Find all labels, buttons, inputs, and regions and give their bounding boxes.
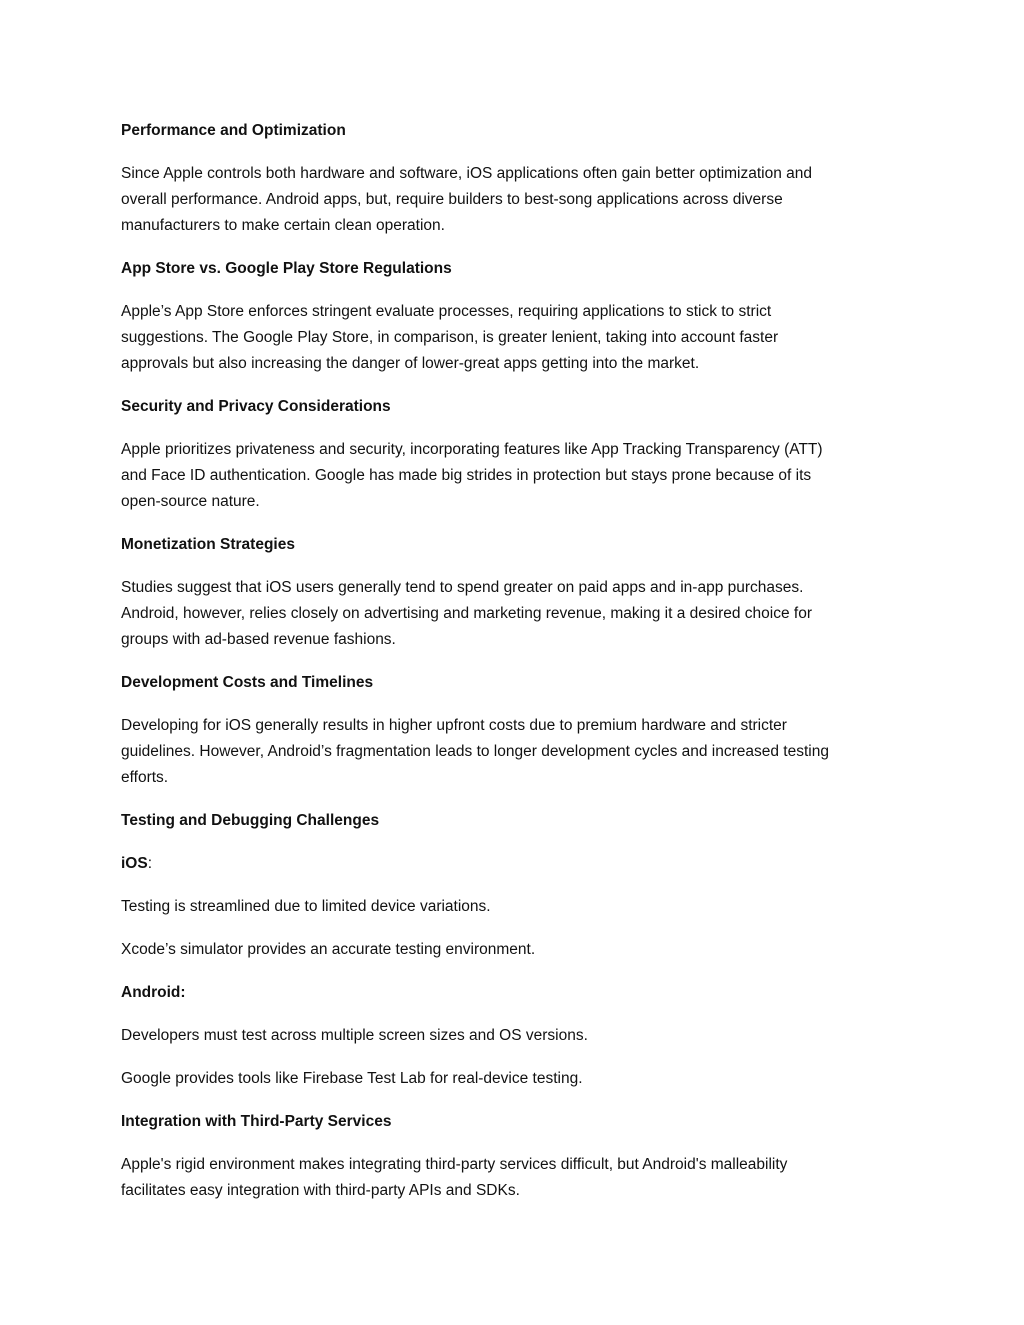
section-body-integration: Apple's rigid environment makes integrating third-party services difficult, but Android's malleability facilitates easy integration with third-party APIs and SDKs. xyxy=(121,1156,788,1199)
android-point: Google provides tools like Firebase Test Lab for real-device testing. xyxy=(121,1070,583,1087)
section-heading-performance: Performance and Optimization xyxy=(121,122,346,139)
section-heading-testing: Testing and Debugging Challenges xyxy=(121,812,380,829)
section-heading-security: Security and Privacy Considerations xyxy=(121,398,391,415)
section-body-performance: Since Apple controls both hardware and software, iOS applications often gain better optimization and overall performance. Android apps, but, require builders to best-song applications across diverse manufacturers to make certain clean operation. xyxy=(121,165,813,234)
ios-point: Xcode’s simulator provides an accurate testing environment. xyxy=(121,941,536,958)
section-heading-app-store: App Store vs. Google Play Store Regulations xyxy=(121,260,452,277)
ios-label-colon: : xyxy=(147,855,153,872)
section-heading-monetization: Monetization Strategies xyxy=(121,536,295,553)
android-label: Android: xyxy=(121,984,186,1001)
document-page xyxy=(121,118,911,1221)
ios-label-line xyxy=(121,851,911,877)
ios-point: Testing is streamlined due to limited device variations. xyxy=(121,898,491,915)
section-body-security: Apple prioritizes privateness and security, incorporating features like App Tracking Transparency (ATT) and Face ID authentication. Google has made big strides in protection but stays prone because of its open-source nature. xyxy=(121,441,823,510)
ios-label: iOS xyxy=(121,855,148,872)
section-heading-development-costs: Development Costs and Timelines xyxy=(121,674,374,691)
section-body-monetization: Studies suggest that iOS users generally tend to spend greater on paid apps and in-app purchases. Android, however, relies closely on advertising and marketing revenue, making it a desired choice for groups with ad-based revenue fashions. xyxy=(121,579,812,648)
section-body-development-costs: Developing for iOS generally results in higher upfront costs due to premium hardware and stricter guidelines. However, Android’s fragmentation leads to longer development cycles and increased testing efforts. xyxy=(121,717,829,786)
section-heading-integration: Integration with Third-Party Services xyxy=(121,1113,392,1130)
section-body-app-store: Apple’s App Store enforces stringent evaluate processes, requiring applications to stick to strict suggestions. The Google Play Store, in comparison, is greater lenient, taking into account faster approvals but also increasing the danger of lower-great apps getting into the market. xyxy=(121,303,779,372)
android-point: Developers must test across multiple screen sizes and OS versions. xyxy=(121,1027,588,1044)
